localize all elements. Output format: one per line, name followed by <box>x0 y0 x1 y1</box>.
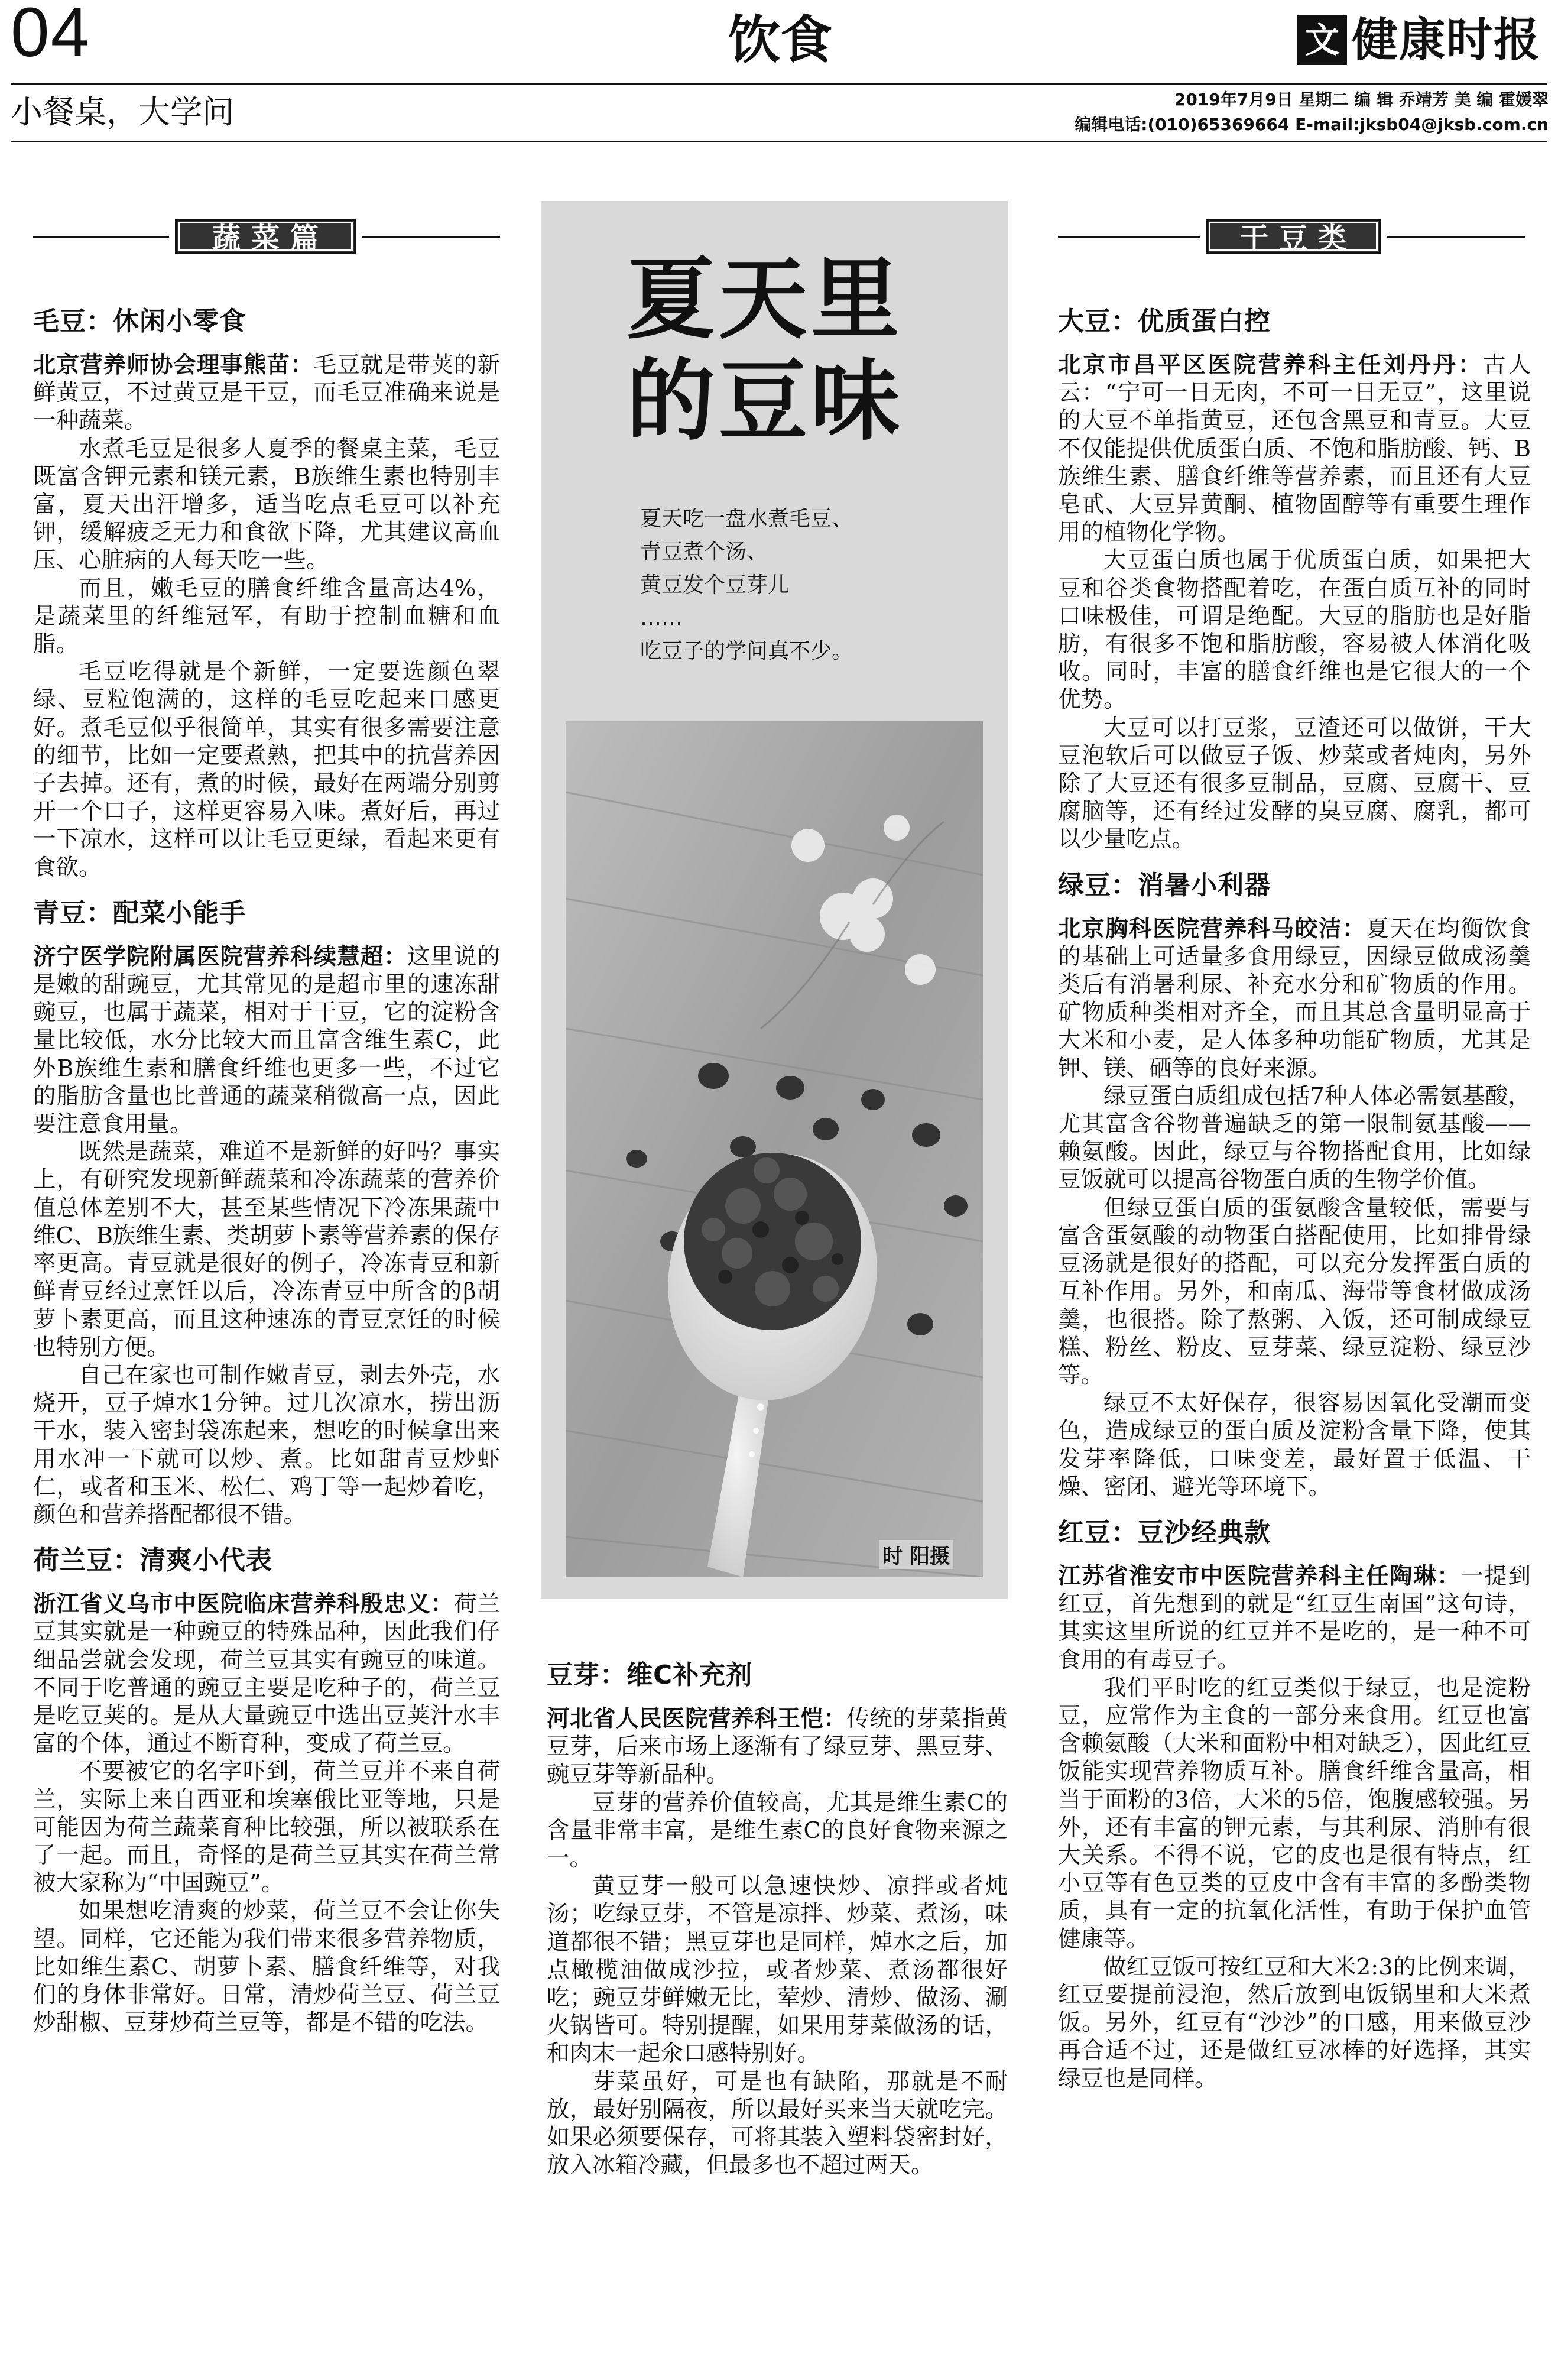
article-heading: 青豆：配菜小能手 <box>33 897 246 928</box>
article-lead <box>1058 351 1531 546</box>
banner-line <box>362 236 500 238</box>
feature-line: 吃豆子的学问真不少。 <box>640 639 853 663</box>
feature-intro <box>640 502 971 668</box>
article-maodou <box>33 304 500 881</box>
photo-credit: 时 阳摄 <box>879 1540 953 1569</box>
article-heading: 绿豆：消暑小利器 <box>1058 870 1271 900</box>
logo-text: 健康时报 <box>1352 14 1541 67</box>
feature-line: 夏天吃一盘水煮毛豆、 <box>640 507 853 531</box>
feature-line: …… <box>640 606 683 630</box>
article-source: 北京胸科医院营养科马皎洁： <box>1058 915 1367 942</box>
paragraph: 大豆蛋白质也属于优质蛋白质，如果把大豆和谷类食物搭配着吃，在蛋白质互补的同时口味极佳，可谓是绝配。大豆的脂肪也是好脂肪，有很多不饱和脂肪酸，容易被人体消化吸收。同时，丰富的膳食纤维也是它很大的一个优势。 <box>1058 547 1531 714</box>
paragraph: 既然是蔬菜，难道不是新鲜的好吗？事实上，有研究发现新鲜蔬菜和冷冻蔬菜的营养价值总体差别不大，甚至某些情况下冷冻果蔬中维C、B族维生素、类胡萝卜素等营养素的保存率更高。青豆就是很好的例子，冷冻青豆和新鲜青豆经过烹饪以后，冷冻青豆中所含的β胡萝卜素更高，而且这种速冻的青豆烹饪的时候也特别方便。 <box>33 1139 500 1361</box>
paragraph: 做红豆饭可按红豆和大米2:3的比例来调，红豆要提前浸泡，然后放到电饭锅里和大米煮饭。另外，红豆有“沙沙”的口感，用来做豆沙再合适不过，还是做红豆冰棒的好选择，其实绿豆也是同样。 <box>1058 1953 1531 2092</box>
paragraph: 大豆可以打豆浆，豆渣还可以做饼，干大豆泡软后可以做豆子饭、炒菜或者炖肉，另外除了大豆还有很多豆制品，豆腐、豆腐干、豆腐脑等，还有经过发酵的臭豆腐、腐乳，都可以少量吃点。 <box>1058 714 1531 853</box>
paragraph: 绿豆不太好保存，很容易因氧化受潮而变色，造成绿豆的蛋白质及淀粉含量下降，使其发芽率降低，口味变差，最好置于低温、干燥、密闭、避光等环境下。 <box>1058 1390 1531 1500</box>
bean-spoon-image <box>566 721 983 1577</box>
page-subtitle: 小餐桌，大学问 <box>11 93 234 131</box>
article-source: 北京营养师协会理事熊苗： <box>33 352 314 378</box>
article-heading: 大豆：优质蛋白控 <box>1058 306 1271 336</box>
article-lead <box>1058 1562 1531 1674</box>
paragraph: 绿豆蛋白质组成包括7种人体必需氨基酸，尤其富含谷物普遍缺乏的第一限制氨基酸——赖氨酸。因此，绿豆与谷物搭配食用，比如绿豆饭就可以提高谷物蛋白质的生物学价值。 <box>1058 1082 1531 1194</box>
feature-photo <box>566 721 983 1577</box>
paragraph: 毛豆就是带荚的新鲜黄豆，不过黄豆是干豆，而毛豆准确来说是一种蔬菜。 <box>33 352 500 435</box>
paragraph: 传统的芽菜指黄豆芽，后来市场上逐渐有了绿豆芽、黑豆芽、豌豆芽等新品种。 <box>547 1705 1008 1788</box>
paragraph: 豆芽的营养价值较高，尤其是维生素C的含量非常丰富，是维生素C的良好食物来源之一。 <box>547 1789 1008 1872</box>
article-hongdou <box>1058 1515 1531 2093</box>
article-source: 北京市昌平区医院营养科主任刘丹丹： <box>1058 352 1484 378</box>
article-helandou <box>33 1543 500 2037</box>
paragraph: 毛豆吃得就是个新鲜，一定要选颜色翠绿、豆粒饱满的，这样的毛豆吃起来口感更好。煮毛豆似乎很简单，其实有很多需要注意的细节，比如一定要煮熟，把其中的抗营养因子去掉。还有，煮的时候，最好在两端分别剪开一个口子，这样更容易入味。煮好后，再过一下凉水，这样可以让毛豆更绿，看起来更有食欲。 <box>33 659 500 881</box>
article-lead <box>33 351 500 435</box>
article-source: 济宁医学院附属医院营养科续慧超： <box>33 943 407 970</box>
article-lvdou <box>1058 868 1531 1501</box>
feature-panel <box>541 201 1008 1599</box>
article-lead <box>33 1590 500 1758</box>
feature-title: 夏天里的豆味 <box>627 247 904 453</box>
header-rule-bottom <box>11 141 1547 142</box>
paragraph: 这里说的是嫩的甜豌豆，尤其常见的是超市里的速冻甜豌豆，也属于蔬菜，相对于干豆，它的淀粉含量比较低，水分比较大而且富含维生素C，此外B族维生素和膳食纤维也更多一些，不过它的脂肪含量也比普通的蔬菜稍微高一点，因此要注意食用量。 <box>33 943 500 1138</box>
article-source: 浙江省义乌市中医院临床营养科殷忠义： <box>33 1591 454 1618</box>
banner-label: 蔬菜篇 <box>175 219 356 254</box>
banner-label: 干豆类 <box>1206 219 1381 254</box>
paragraph: 水煮毛豆是很多人夏季的餐桌主菜，毛豆既富含钾元素和镁元素，B族维生素也特别丰富，夏天出汗增多，适当吃点毛豆可以补充钾，缓解疲乏无力和食欲下降，尤其建议高血压、心脏病的人每天吃一些。 <box>33 435 500 574</box>
center-column <box>547 1649 1008 2179</box>
logo-mark-icon: 文 <box>1297 15 1347 65</box>
article-douya <box>547 1658 1008 2179</box>
page-number: 04 <box>11 0 91 72</box>
paragraph: 黄豆芽一般可以急速快炒、凉拌或者炖汤；吃绿豆芽，不管是凉拌、炒菜、煮汤，味道都很不错；黑豆芽也是同样，焯水之后，加点橄榄油做成沙拉，或者炒菜、煮汤都很好吃；豌豆芽鲜嫩无比，荤炒、清炒、做汤、涮火锅皆可。特别提醒，如果用芽菜做汤的话，和肉末一起氽口感特别好。 <box>547 1873 1008 2067</box>
paragraph: 自己在家也可制作嫩青豆，剥去外壳，水烧开，豆子焯水1分钟。过几次凉水，捞出沥干水，装入密封袋冻起来，想吃的时候拿出来用水冲一下就可以炒、煮。比如甜青豆炒虾仁，或者和玉米、松仁、鸡丁等一起炒着吃，颜色和营养搭配都很不错。 <box>33 1361 500 1528</box>
header-rule <box>11 83 1547 85</box>
paragraph: 古人云：“宁可一日无肉，不可一日无豆”，这里说的大豆不单指黄豆，还包含黑豆和青豆。大豆不仅能提供优质蛋白质、不饱和脂肪酸、钙、B族维生素、膳食纤维等营养素，而且还有大豆皂甙、大豆异黄酮、植物固醇等有重要生理作用的植物化学物。 <box>1058 352 1531 546</box>
paragraph: 如果想吃清爽的炒菜，荷兰豆不会让你失望。同样，它还能为我们带来很多营养物质，比如维生素C、胡萝卜素、膳食纤维等，对我们的身体非常好。日常，清炒荷兰豆、荷兰豆炒甜椒、豆芽炒荷兰豆等，都是不错的吃法。 <box>33 1898 500 2037</box>
paragraph: 我们平时吃的红豆类似于绿豆，也是淀粉豆，应常作为主食的一部分来食用。红豆也富含赖氨酸（大米和面粉中相对缺乏），因此红豆饭能实现营养物质互补。膳食纤维含量高，相当于面粉的3倍，大米的5倍，饱腹感较强。另外，还有丰富的钾元素，与其利尿、消肿有很大关系。不得不说，它的皮也是很有特点，红小豆等有色豆类的豆皮中含有丰富的多酚类物质，具有一定的抗氧化活性，有助于保护血管健康等。 <box>1058 1674 1531 1953</box>
banner-line <box>33 236 169 238</box>
article-lead <box>1058 915 1531 1082</box>
paragraph: 荷兰豆其实就是一种豌豆的特殊品种，因此我们仔细品尝就会发现，荷兰豆其实有豌豆的味道。不同于吃普通的豌豆主要是吃种子的，荷兰豆是吃豆荚的。是从大量豌豆中选出豆荚汁水丰富的个体，通过不断育种，变成了荷兰豆。 <box>33 1591 500 1758</box>
banner-line <box>1387 236 1525 238</box>
article-heading: 红豆：豆沙经典款 <box>1058 1517 1271 1548</box>
article-qingdou <box>33 896 500 1529</box>
article-source: 江苏省淮安市中医院营养科主任陶琳： <box>1058 1562 1461 1590</box>
banner-line <box>1058 236 1200 238</box>
editor-contact-line: 编辑电话:(010)65369664 E-mail:jksb04@jksb.com.cn <box>1075 115 1549 134</box>
paragraph: 一提到红豆，首先想到的就是“红豆生南国”这句诗，其实这里所说的红豆并不是吃的，是一种不可食用的有毒豆子。 <box>1058 1562 1531 1674</box>
feature-line: 青豆煮个汤、 <box>640 540 768 564</box>
date-editor-line: 2019年7月9日 星期二 编 辑 乔靖芳 美 编 霍媛翠 <box>1174 90 1549 109</box>
section-title: 饮食 <box>728 9 832 70</box>
right-column <box>1058 296 1531 2093</box>
paragraph: 夏天在均衡饮食的基础上可适量多食用绿豆，因绿豆做成汤羹类后有消暑利尿、补充水分和矿物质的作用。矿物质种类相对齐全，而且其总含量明显高于大米和小麦，是人体多种功能矿物质，尤其是钾、镁、硒等的良好来源。 <box>1058 915 1531 1082</box>
newspaper-logo <box>1297 12 1546 69</box>
left-column <box>33 296 500 2037</box>
article-lead <box>547 1705 1008 1789</box>
paragraph: 芽菜虽好，可是也有缺陷，那就是不耐放，最好别隔夜，所以最好买来当天就吃完。如果必须要保存，可将其装入塑料袋密封好，放入冰箱冷藏，但最多也不超过两天。 <box>547 2068 1008 2179</box>
paragraph: 不要被它的名字吓到，荷兰豆并不来自荷兰，实际上来自西亚和埃塞俄比亚等地，只是可能因为荷兰蔬菜育种比较强，所以被联系在了一起。而且，奇怪的是荷兰豆其实在荷兰常被大家称为“中国豌豆”。 <box>33 1758 500 1897</box>
feature-line: 黄豆发个豆芽儿 <box>640 573 790 597</box>
banner-vegetables <box>33 219 500 254</box>
article-dadou <box>1058 304 1531 854</box>
article-heading: 荷兰豆：清爽小代表 <box>33 1545 272 1576</box>
article-lead <box>33 943 500 1138</box>
article-source: 河北省人民医院营养科王恺： <box>547 1705 847 1732</box>
article-heading: 毛豆：休闲小零食 <box>33 306 246 336</box>
article-heading: 豆芽：维C补充剂 <box>547 1660 753 1690</box>
paragraph: 但绿豆蛋白质的蛋氨酸含量较低，需要与富含蛋氨酸的动物蛋白搭配使用，比如排骨绿豆汤就是很好的搭配，可以充分发挥蛋白质的互补作用。另外，和南瓜、海带等食材做成汤羹，也很搭。除了熬粥、入饭，还可制成绿豆糕、粉丝、粉皮、豆芽菜、绿豆淀粉、绿豆沙等。 <box>1058 1194 1531 1389</box>
paragraph: 而且，嫩毛豆的膳食纤维含量高达4%，是蔬菜里的纤维冠军，有助于控制血糖和血脂。 <box>33 575 500 658</box>
banner-dry-beans <box>1058 219 1525 254</box>
